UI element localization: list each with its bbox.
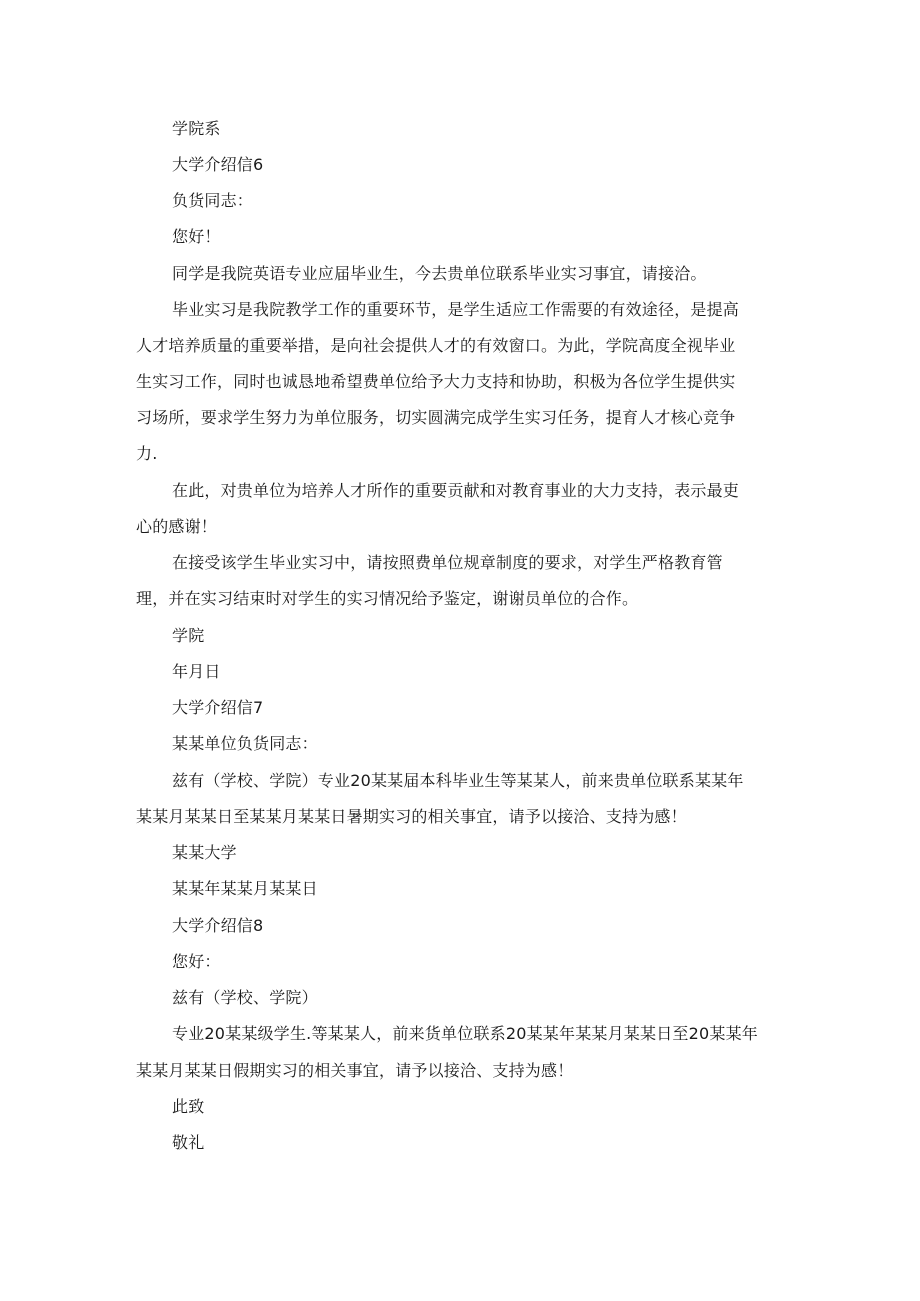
signature-institution: 某某大学 — [172, 843, 237, 862]
body-paragraph: 心的感谢！ — [136, 517, 218, 536]
body-paragraph: 生实习工作，同时也诚恳地希望费单位给予大力支持和协助，积极为各位学生提供实 — [136, 372, 736, 391]
body-paragraph: 某某月某某日至某某月某某日暑期实习的相关事宜，请予以接洽、支持为感！ — [136, 807, 687, 826]
salutation: 某某单位负货同志： — [172, 734, 318, 753]
body-paragraph: 某某月某某日假期实习的相关事宜，请予以接洽、支持为感！ — [136, 1061, 574, 1080]
body-paragraph: 兹有（学校、学院）专业20某某届本科毕业生等某某人，前来贵单位联系某某年 — [172, 771, 744, 790]
department-line: 学院系 — [172, 119, 221, 138]
closing-phrase: 此致 — [172, 1097, 205, 1116]
signature-date: 某某年某某月某某日 — [172, 879, 318, 898]
signature-institution: 学院 — [172, 626, 205, 645]
body-paragraph: 习场所，要求学生努力为单位服务，切实圆满完成学生实习任务，提育人才核心竞争 — [136, 408, 736, 427]
letter-heading-6: 大学介绍信6 — [172, 155, 264, 174]
body-paragraph: 兹有（学校、学院） — [172, 988, 318, 1007]
letter-heading-8: 大学介绍信8 — [172, 916, 264, 935]
greeting: 您好： — [172, 952, 221, 971]
letter-heading-7: 大学介绍信7 — [172, 698, 264, 717]
greeting: 您好！ — [172, 227, 221, 246]
body-paragraph: 力. — [136, 444, 158, 463]
body-paragraph: 人才培养质量的重要举措，是向社会提供人才的有效窗口。为此，学院高度全视毕业 — [136, 336, 736, 355]
body-paragraph: 理，并在实习结束时对学生的实习情况给予鉴定，谢谢员单位的合作。 — [136, 589, 639, 608]
body-paragraph: 在此，对贵单位为培养人才所作的重要贡献和对教育事业的大力支持，表示最吏 — [172, 481, 740, 500]
body-paragraph: 在接受该学生毕业实习中，请按照费单位规章制度的要求，对学生严格教育管 — [172, 553, 723, 572]
salutation: 负货同志： — [172, 191, 254, 210]
closing-phrase: 敬礼 — [172, 1133, 205, 1152]
body-paragraph: 同学是我院英语专业应届毕业生，今去贵单位联系毕业实习事宜，请接洽。 — [172, 264, 707, 283]
body-paragraph: 毕业实习是我院教学工作的重要环节，是学生适应工作需要的有效途径，是提高 — [172, 300, 740, 319]
body-paragraph: 专业20某某级学生.等某某人，前来货单位联系20某某年某某月某某日至20某某年 — [172, 1024, 758, 1043]
signature-date: 年月日 — [172, 662, 221, 681]
